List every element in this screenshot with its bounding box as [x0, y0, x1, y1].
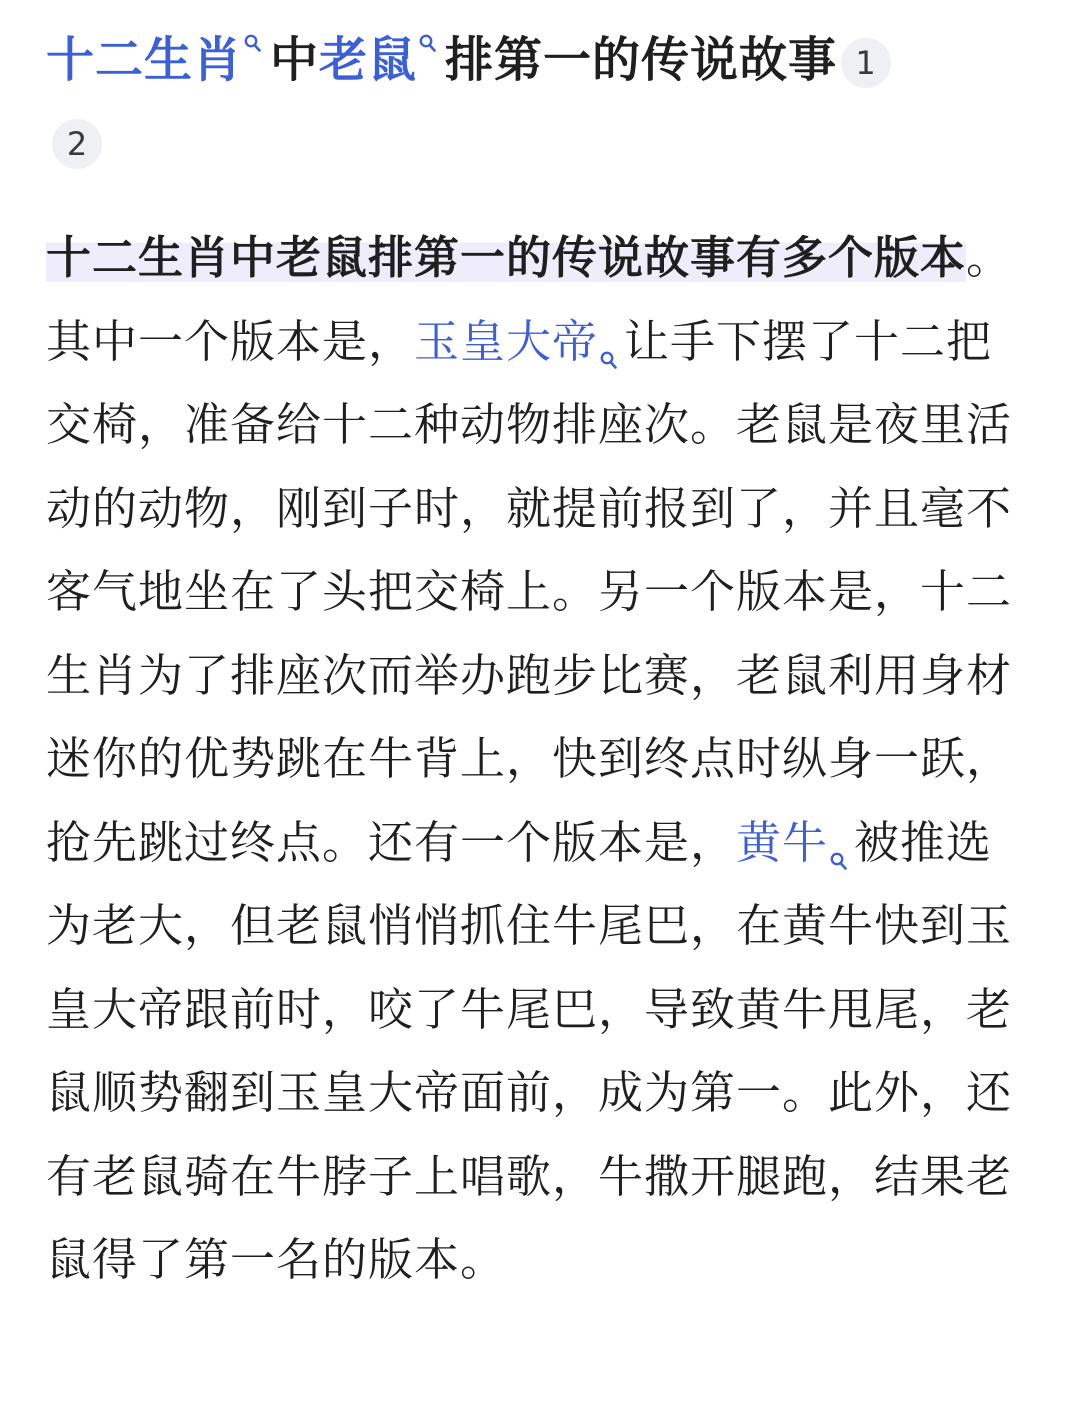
paragraph-text: 让手下摆了十二把交椅，准备给十二种动物排座次。老鼠是夜里活动的动物，刚到子时，就提前报到了，并且毫不客气地坐在了头把交椅上。另一个版本是，十二生肖为了排座次而举办跑步比赛，老鼠利用身材迷你的优势跳在牛背上，快到终点时纵身一跃，抢先跳过终点。还有一个版本是，	[46, 314, 1013, 869]
keyword-link-jade-emperor[interactable]: 玉皇大帝	[414, 314, 599, 368]
search-icon[interactable]	[419, 34, 437, 54]
paragraph-text: 。其中一个版本是，	[46, 231, 1013, 368]
search-icon[interactable]	[600, 314, 618, 334]
highlighted-summary: 十二生肖中老鼠排第一的传说故事有多个版本	[46, 231, 967, 284]
reference-badge[interactable]: 2	[52, 119, 102, 169]
title-refs-row	[46, 102, 1030, 186]
keyword-link-rat[interactable]: 老鼠	[319, 32, 418, 88]
search-icon[interactable]	[244, 34, 262, 54]
answer-paragraph	[46, 216, 1030, 1302]
reference-badge[interactable]: 1	[841, 38, 891, 88]
keyword-link-ox[interactable]: 黄牛	[736, 815, 829, 869]
title-text-mid: 中	[270, 32, 320, 88]
paragraph-text: 被推选为老大，但老鼠悄悄抓住牛尾巴，在黄牛快到玉皇大帝跟前时，咬了牛尾巴，导致黄牛甩尾，老鼠顺势翻到玉皇大帝面前，成为第一。此外，还有老鼠骑在牛脖子上唱歌，牛撒开腿跑，结果老鼠得了第一名的版本。	[46, 815, 1013, 1286]
title-text-rest: 排第一的传说故事	[445, 32, 838, 88]
answer-title	[46, 18, 1030, 102]
search-icon[interactable]	[830, 815, 848, 835]
keyword-link-zodiac[interactable]: 十二生肖	[46, 32, 243, 88]
